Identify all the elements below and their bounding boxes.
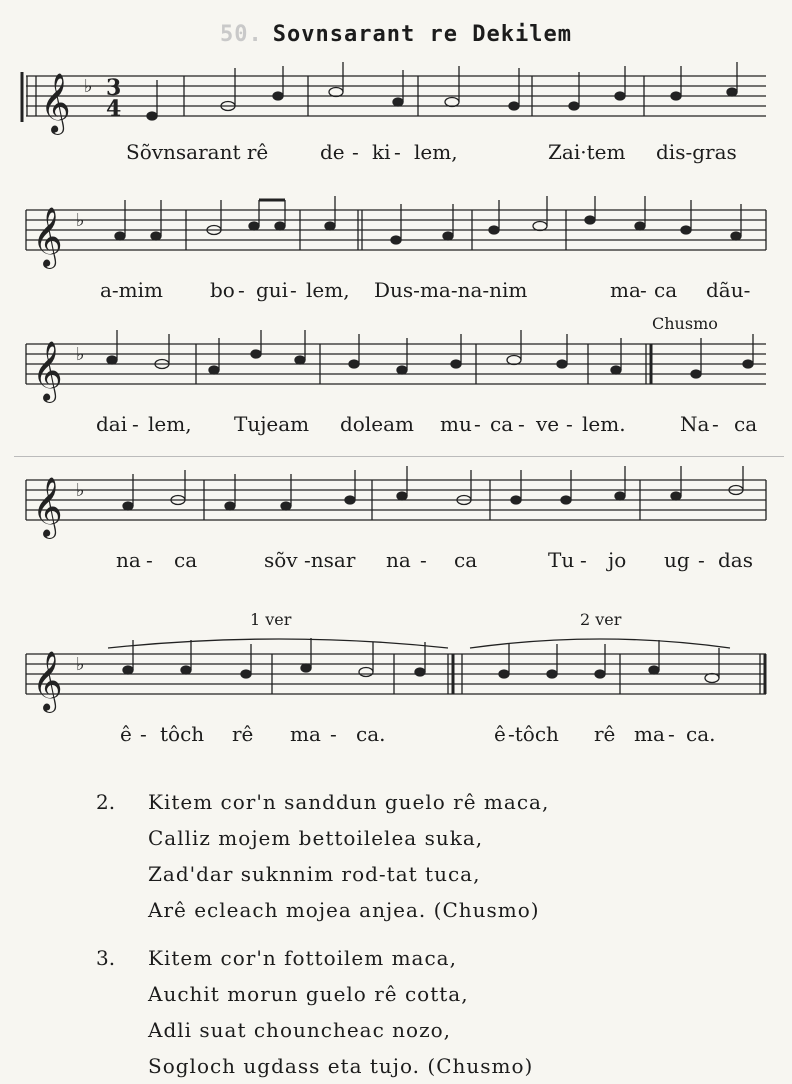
lyric-syllable: - bbox=[420, 548, 427, 572]
stanza-line: Kitem cor'n fottoilem maca, bbox=[148, 946, 457, 970]
lyric-syllable: na bbox=[116, 548, 141, 572]
staff-3 bbox=[0, 330, 792, 410]
lyric-syllable: ca bbox=[174, 548, 198, 572]
lyric-syllable: lem, bbox=[306, 278, 350, 302]
lyric-syllable: bo bbox=[210, 278, 235, 302]
lyric-syllable: -tôch bbox=[508, 722, 559, 746]
staff-4 bbox=[0, 466, 792, 546]
lyric-syllable: - bbox=[580, 548, 587, 572]
svg-text:♭: ♭ bbox=[76, 480, 85, 501]
lyric-syllable: Na bbox=[680, 412, 710, 436]
time-sig-top: 3 bbox=[106, 75, 122, 101]
stanza-number: 3. bbox=[96, 946, 116, 970]
song-title-text: Sovnsarant re Dekilem bbox=[272, 22, 572, 47]
lyric-syllable: lem. bbox=[582, 412, 626, 436]
lyric-syllable: -nsar bbox=[304, 548, 356, 572]
stanza-line: Arê ecleach mojea anjea. (Chusmo) bbox=[148, 898, 540, 922]
lyric-syllable: ma bbox=[634, 722, 665, 746]
lyric-syllable: das bbox=[718, 548, 753, 572]
lyric-syllable: - bbox=[238, 278, 245, 302]
svg-text:♭: ♭ bbox=[76, 344, 85, 365]
lyric-syllable: - bbox=[668, 722, 675, 746]
lyric-syllable: ki bbox=[372, 140, 391, 164]
lyric-syllable: ma bbox=[610, 278, 641, 302]
song-title bbox=[0, 22, 792, 47]
lyric-syllable: ca bbox=[454, 548, 478, 572]
lyric-syllable: na bbox=[386, 548, 411, 572]
svg-text:𝄞: 𝄞 bbox=[32, 207, 63, 267]
lyric-syllable: - bbox=[352, 140, 359, 164]
lyric-syllable: - bbox=[132, 412, 139, 436]
lyric-syllable: rê bbox=[232, 722, 254, 746]
chorus-label: Chusmo bbox=[652, 314, 718, 333]
lyric-syllable: sõv bbox=[264, 548, 298, 572]
stanza-line: Kitem cor'n sanddun guelo rê maca, bbox=[148, 790, 550, 814]
svg-text:𝄞: 𝄞 bbox=[40, 73, 71, 133]
svg-text:𝄞: 𝄞 bbox=[32, 477, 63, 537]
lyric-syllable: lem, bbox=[148, 412, 192, 436]
staff-2 bbox=[0, 196, 792, 276]
lyric-syllable: - bbox=[518, 412, 525, 436]
lyric-syllable: - bbox=[330, 722, 337, 746]
lyric-syllable: - bbox=[474, 412, 481, 436]
stanza-line: Auchit morun guelo rê cotta, bbox=[148, 982, 469, 1006]
lyric-syllable: - bbox=[712, 412, 719, 436]
lyric-syllable: Tu bbox=[548, 548, 575, 572]
svg-text:♭: ♭ bbox=[84, 76, 93, 97]
volta-2-label: 2 ver bbox=[580, 610, 622, 629]
lyric-syllable: ca bbox=[734, 412, 758, 436]
stanza-line: Adli suat chouncheac nozo, bbox=[148, 1018, 452, 1042]
lyric-syllable: Zai·tem bbox=[548, 140, 626, 164]
stanza-number: 2. bbox=[96, 790, 116, 814]
lyric-syllable: - bbox=[566, 412, 573, 436]
lyric-syllable: jo bbox=[608, 548, 627, 572]
lyric-syllable: - bbox=[146, 548, 153, 572]
stanza-line: Zad'dar suknnim rod-tat tuca, bbox=[148, 862, 481, 886]
lyric-syllable: Sõvnsarant rê bbox=[126, 140, 269, 164]
lyric-syllable: ug bbox=[664, 548, 690, 572]
lyric-syllable: dis-gras bbox=[656, 140, 737, 164]
svg-text:♭: ♭ bbox=[76, 654, 85, 675]
lyric-syllable: doleam bbox=[340, 412, 414, 436]
svg-text:𝄞: 𝄞 bbox=[32, 651, 63, 711]
lyric-syllable: Dus-ma-na-nim bbox=[374, 278, 528, 302]
lyric-syllable: dãu- bbox=[706, 278, 751, 302]
lyric-syllable: tôch bbox=[160, 722, 205, 746]
lyric-syllable: a-mim bbox=[100, 278, 164, 302]
lyric-syllable: lem, bbox=[414, 140, 458, 164]
lyric-syllable: ca bbox=[654, 278, 678, 302]
lyric-syllable: ma bbox=[290, 722, 321, 746]
lyric-syllable: Tujeam bbox=[234, 412, 310, 436]
lyric-syllable: - bbox=[290, 278, 297, 302]
page-divider bbox=[14, 456, 784, 457]
lyric-syllable: ca. bbox=[356, 722, 386, 746]
lyric-syllable: ê bbox=[494, 722, 506, 746]
lyric-syllable: - bbox=[698, 548, 705, 572]
lyric-syllable: gui bbox=[256, 278, 289, 302]
lyric-syllable: - bbox=[394, 140, 401, 164]
lyric-syllable: de bbox=[320, 140, 345, 164]
song-number: 50. bbox=[220, 22, 263, 47]
lyric-syllable: - bbox=[140, 722, 147, 746]
stanza-line: Calliz mojem bettoilelea suka, bbox=[148, 826, 484, 850]
lyric-syllable: - bbox=[640, 278, 647, 302]
lyric-syllable: ca bbox=[490, 412, 514, 436]
svg-text:♭: ♭ bbox=[76, 210, 85, 231]
time-sig-bottom: 4 bbox=[106, 96, 122, 122]
lyric-syllable: ve bbox=[536, 412, 560, 436]
staff-5 bbox=[0, 628, 792, 720]
volta-1-label: 1 ver bbox=[250, 610, 292, 629]
lyric-syllable: ê bbox=[120, 722, 132, 746]
lyric-syllable: rê bbox=[594, 722, 616, 746]
stanza-line: Sogloch ugdass eta tujo. (Chusmo) bbox=[148, 1054, 534, 1078]
lyric-syllable: ca. bbox=[686, 722, 716, 746]
lyric-syllable: mu bbox=[440, 412, 472, 436]
lyric-syllable: dai bbox=[96, 412, 128, 436]
staff-1 bbox=[0, 62, 792, 142]
svg-text:𝄞: 𝄞 bbox=[32, 341, 63, 401]
